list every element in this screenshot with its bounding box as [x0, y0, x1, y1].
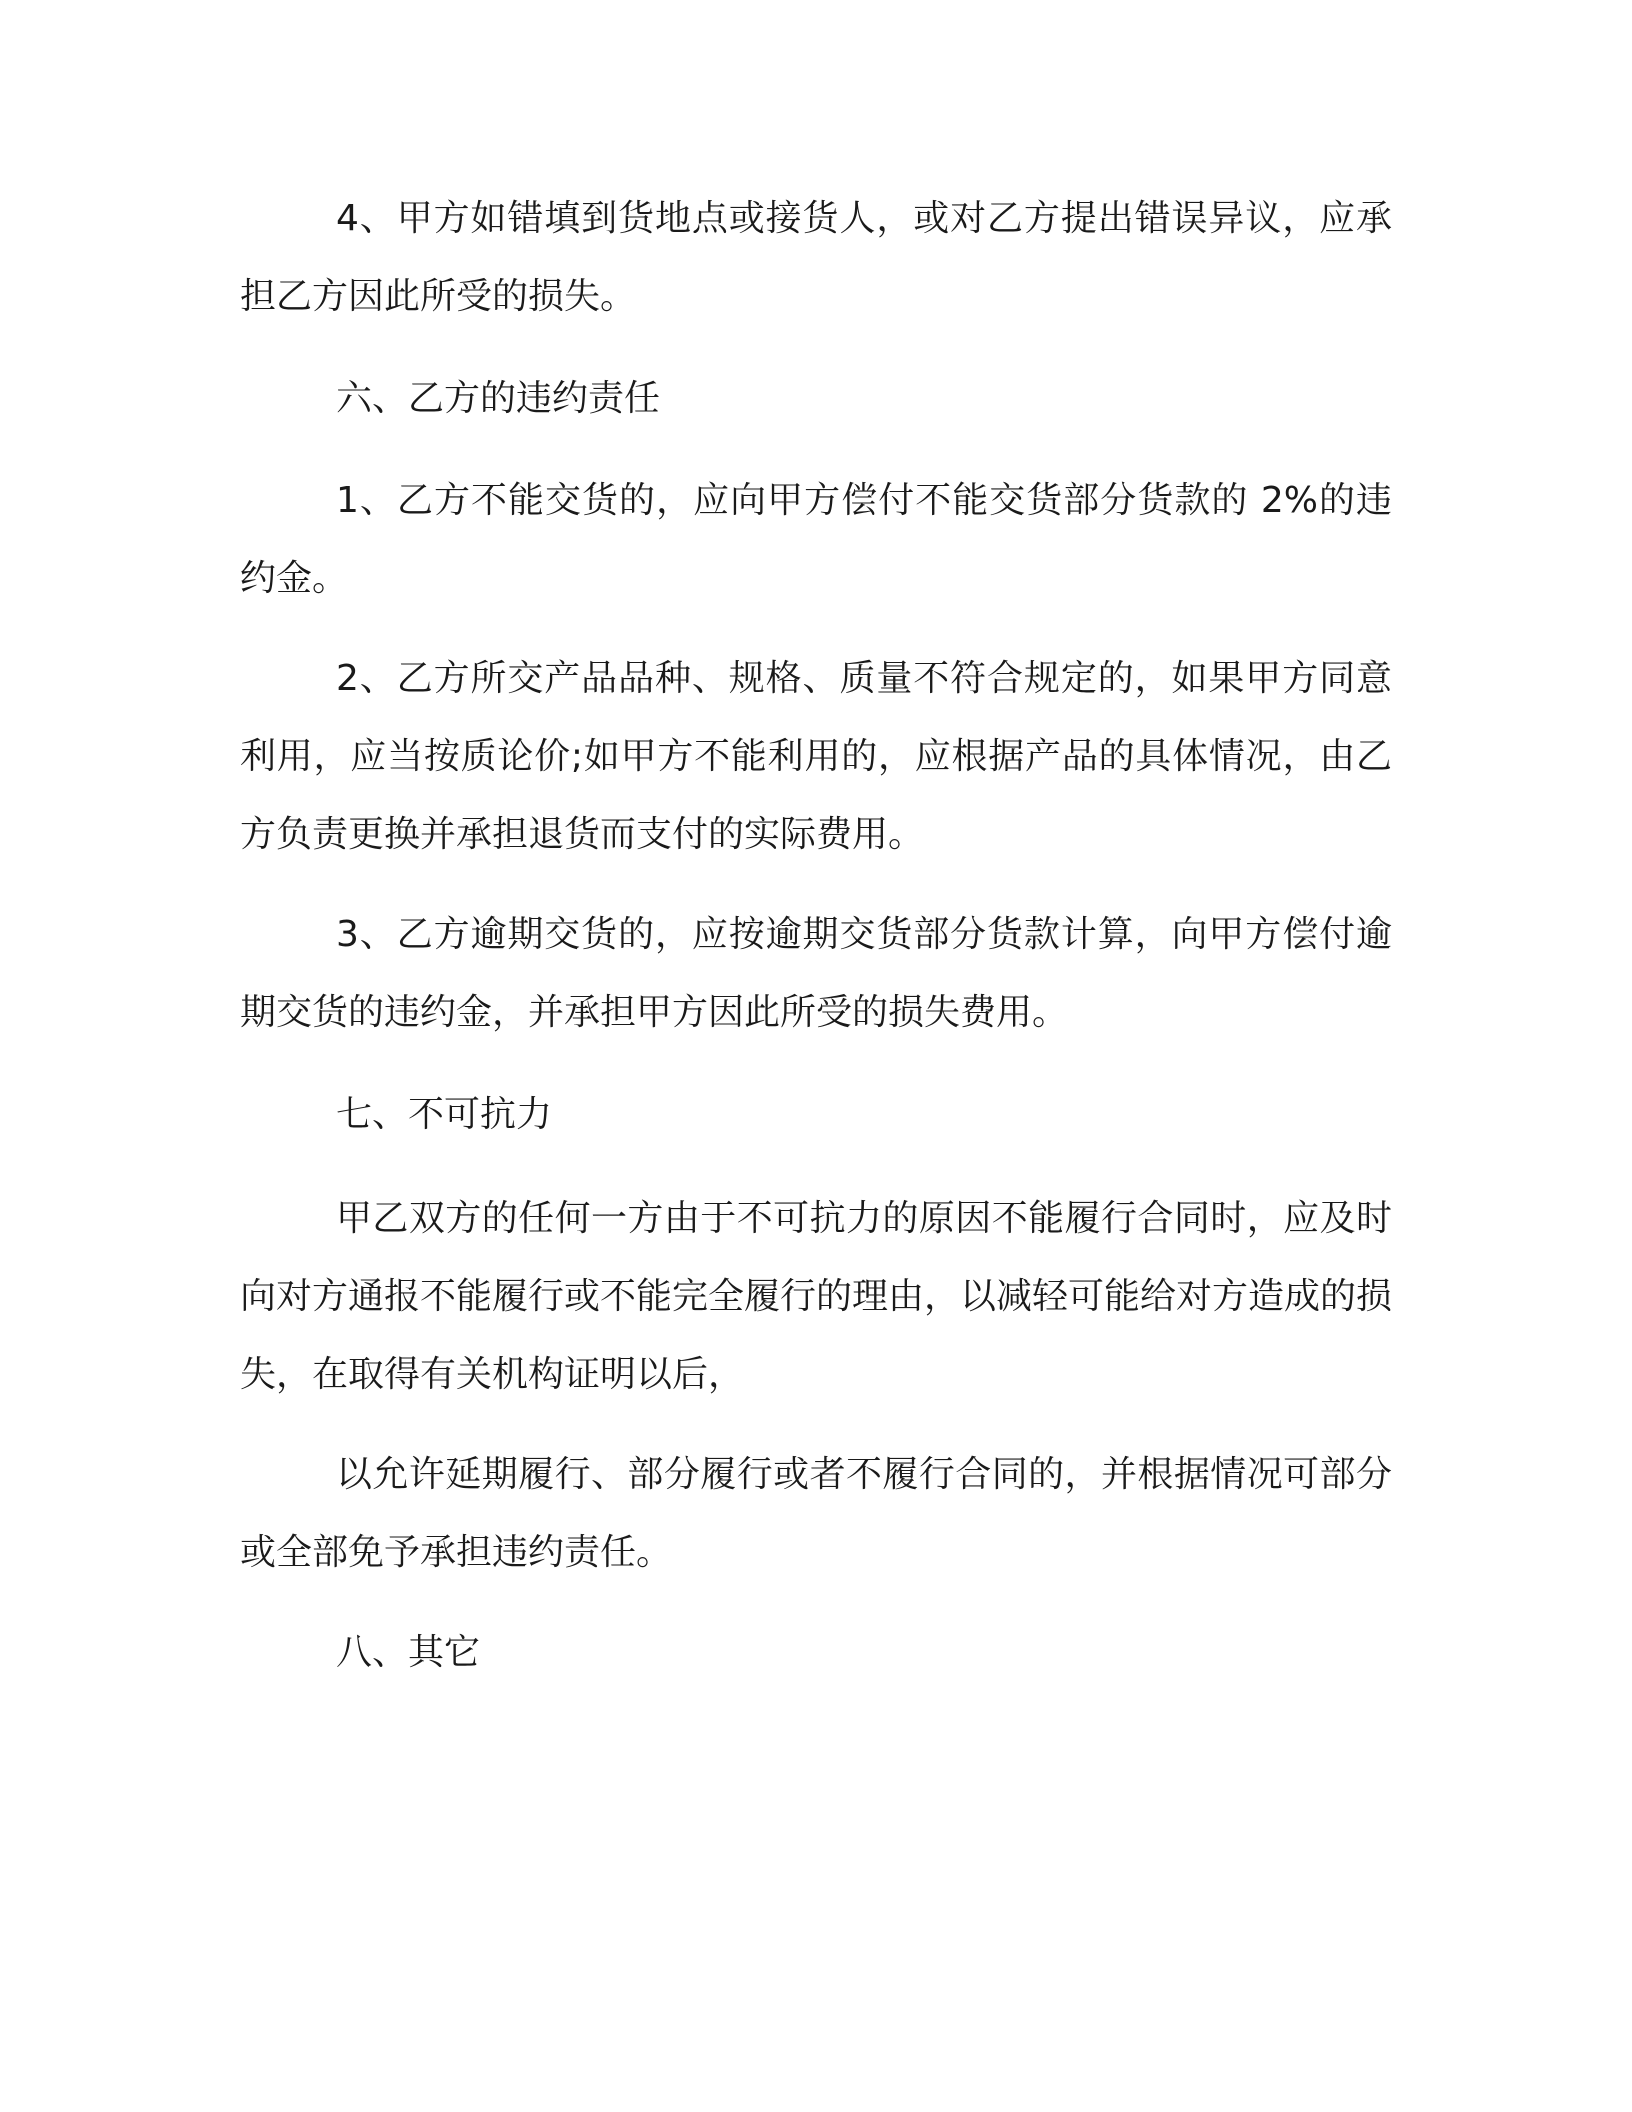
section-heading-others: 八、其它	[336, 1632, 481, 1673]
paragraph-force-majeure-exemption: 以允许延期履行、部分履行或者不履行合同的，并根据情况可部分或全部免予承担违约责任。	[240, 1454, 1392, 1573]
section-heading-seller-liability: 六、乙方的违约责任	[336, 378, 661, 419]
section-heading-force-majeure: 七、不可抗力	[336, 1094, 553, 1135]
paragraph-force-majeure-notice: 甲乙双方的任何一方由于不可抗力的原因不能履行合同时，应及时向对方通报不能履行或不能完全履行的理由，以减轻可能给对方造成的损失，在取得有关机构证明以后，	[240, 1198, 1393, 1395]
paragraph-buyer-loss-clause: 4、甲方如错填到货地点或接货人，或对乙方提出错误异议，应承担乙方因此所受的损失。	[240, 198, 1392, 317]
paragraph-nondelivery-penalty: 1、乙方不能交货的，应向甲方偿付不能交货部分货款的 2%的违约金。	[240, 480, 1392, 599]
paragraph-late-delivery: 3、乙方逾期交货的，应按逾期交货部分货款计算，向甲方偿付逾期交货的违约金，并承担甲方因此所受的损失费用。	[240, 914, 1392, 1033]
paragraph-quality-nonconformity: 2、乙方所交产品品种、规格、质量不符合规定的，如果甲方同意利用，应当按质论价;如甲方不能利用的，应根据产品的具体情况，由乙方负责更换并承担退货而支付的实际费用。	[240, 658, 1392, 855]
